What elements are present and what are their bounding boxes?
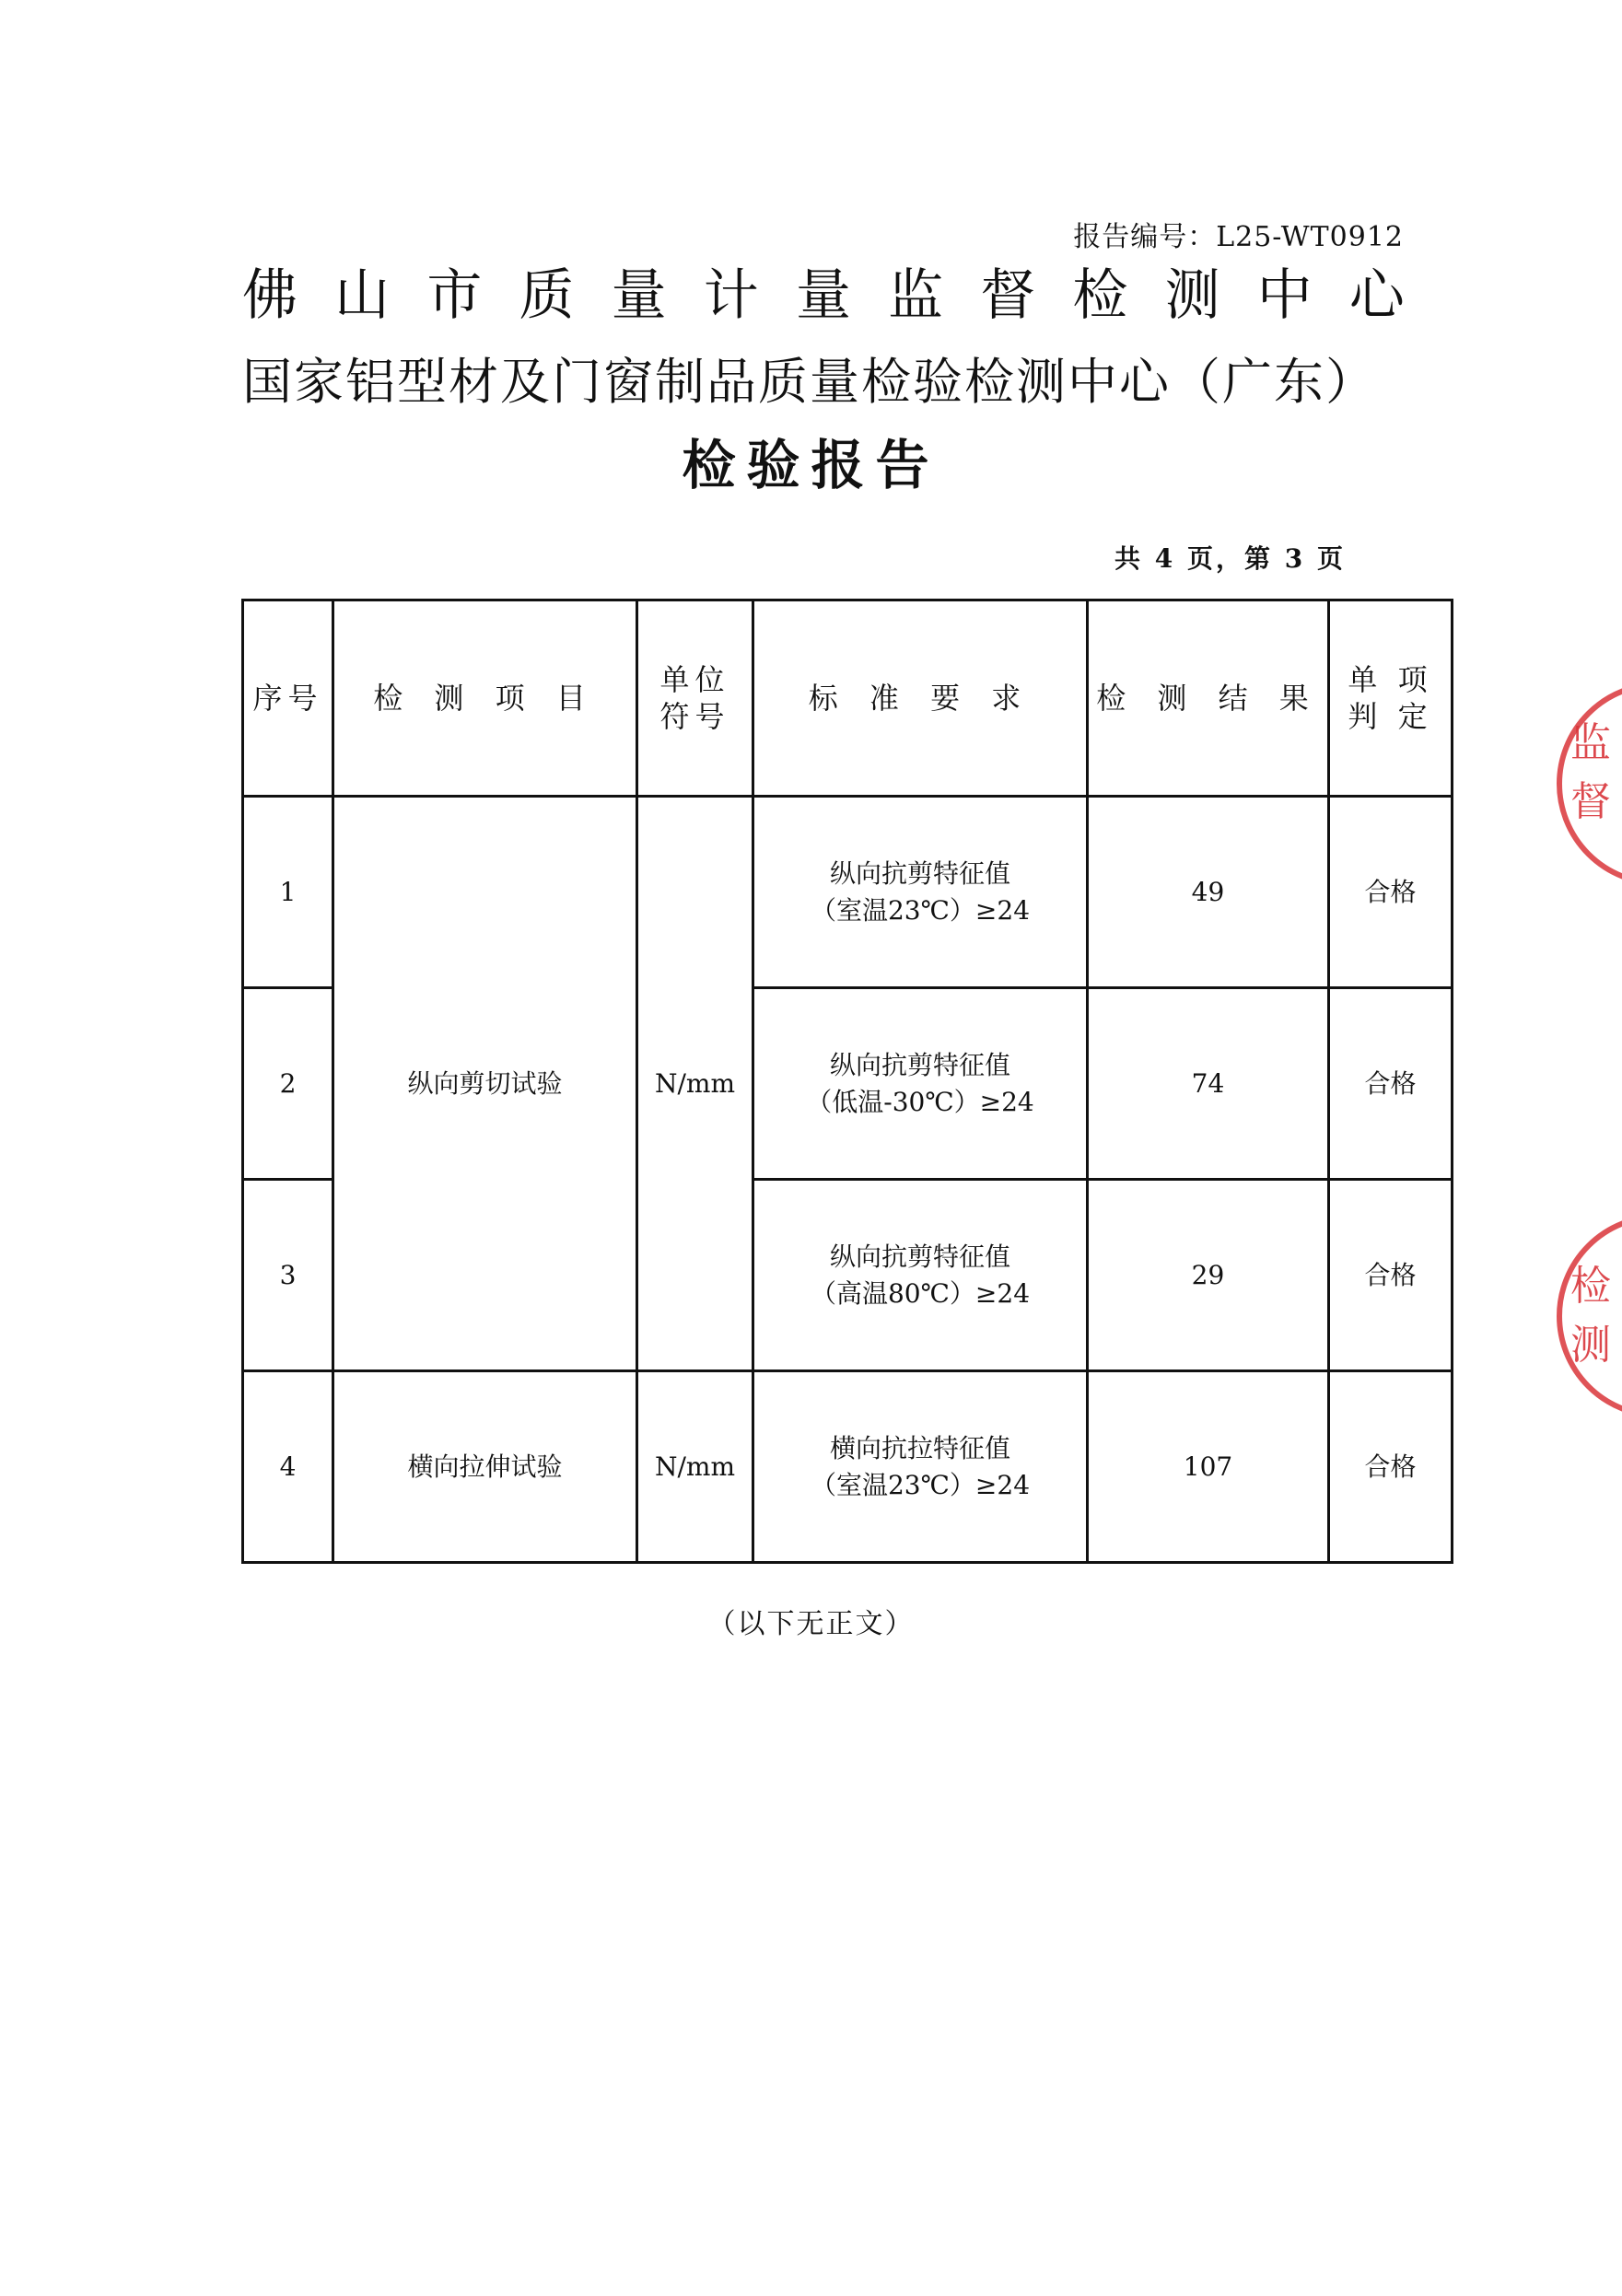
end-of-content-note: （以下无正文） xyxy=(707,1608,915,1640)
header-seq: 序号 xyxy=(243,600,333,797)
page-indicator: 共 4 页，第 3 页 xyxy=(1114,543,1346,574)
organization-name-line1 xyxy=(242,263,1405,328)
header-unit-line1: 单位 xyxy=(659,662,730,697)
requirement-line2: （室温23℃）≥24 xyxy=(810,1469,1031,1500)
cell-result: 49 xyxy=(1088,797,1329,988)
org-char: 计 xyxy=(703,263,759,328)
cell-unit: N/mm xyxy=(637,797,753,1371)
table-row xyxy=(243,797,1453,988)
requirement-line1: 纵向抗剪特征值 xyxy=(829,1049,1010,1080)
org-char: 质 xyxy=(519,263,575,328)
org-char: 量 xyxy=(795,263,851,328)
org-char: 检 xyxy=(1072,263,1128,328)
org-char: 测 xyxy=(1164,263,1220,328)
seal-text: 检测 xyxy=(1570,1263,1611,1369)
cell-seq: 3 xyxy=(243,1180,333,1371)
cell-seq: 1 xyxy=(243,797,333,988)
org-char: 市 xyxy=(426,263,483,328)
requirement-line1: 横向抗拉特征值 xyxy=(829,1432,1010,1463)
cell-seq: 2 xyxy=(243,988,333,1180)
report-number: 报告编号：L25-WT0912 xyxy=(1073,221,1404,253)
cell-item: 横向拉伸试验 xyxy=(333,1371,637,1563)
cell-result: 29 xyxy=(1088,1180,1329,1371)
header-unit-line2: 符号 xyxy=(659,699,730,734)
org-char: 心 xyxy=(1348,263,1405,328)
seal-text: 监督 xyxy=(1570,719,1611,825)
cell-result: 107 xyxy=(1088,1371,1329,1563)
cell-requirement xyxy=(753,1371,1088,1563)
org-char: 监 xyxy=(888,263,944,328)
table-header-row xyxy=(243,600,1453,797)
table-row xyxy=(243,1371,1453,1563)
org-char: 山 xyxy=(334,263,391,328)
cell-item: 纵向剪切试验 xyxy=(333,797,637,1371)
header-verdict xyxy=(1329,600,1453,797)
cell-unit: N/mm xyxy=(637,1371,753,1563)
document-title: 检验报告 xyxy=(682,434,940,496)
cell-seq: 4 xyxy=(243,1371,333,1563)
cell-requirement xyxy=(753,988,1088,1180)
org-char: 督 xyxy=(980,263,1036,328)
header-unit xyxy=(637,600,753,797)
requirement-line2: （室温23℃）≥24 xyxy=(810,894,1031,926)
requirement-line2: （低温-30℃）≥24 xyxy=(806,1086,1034,1117)
header-requirement: 标 准 要 求 xyxy=(753,600,1088,797)
cell-verdict: 合格 xyxy=(1329,1180,1453,1371)
header-verdict-line1: 单 项 xyxy=(1348,662,1433,697)
org-char: 量 xyxy=(611,263,667,328)
cell-verdict: 合格 xyxy=(1329,988,1453,1180)
organization-name-line2: 国家铝型材及门窗制品质量检验检测中心（广东） xyxy=(242,353,1377,411)
header-item: 检 测 项 目 xyxy=(333,600,637,797)
cell-requirement xyxy=(753,1180,1088,1371)
cell-result: 74 xyxy=(1088,988,1329,1180)
results-table xyxy=(241,599,1453,1564)
header-verdict-line2: 判 定 xyxy=(1348,699,1433,734)
cell-verdict: 合格 xyxy=(1329,797,1453,988)
header-result: 检 测 结 果 xyxy=(1088,600,1329,797)
requirement-line1: 纵向抗剪特征值 xyxy=(829,1241,1010,1272)
cell-verdict: 合格 xyxy=(1329,1371,1453,1563)
org-char: 中 xyxy=(1256,263,1313,328)
requirement-line2: （高温80℃）≥24 xyxy=(810,1277,1031,1309)
cell-requirement xyxy=(753,797,1088,988)
org-char: 佛 xyxy=(242,263,298,328)
requirement-line1: 纵向抗剪特征值 xyxy=(829,857,1010,889)
